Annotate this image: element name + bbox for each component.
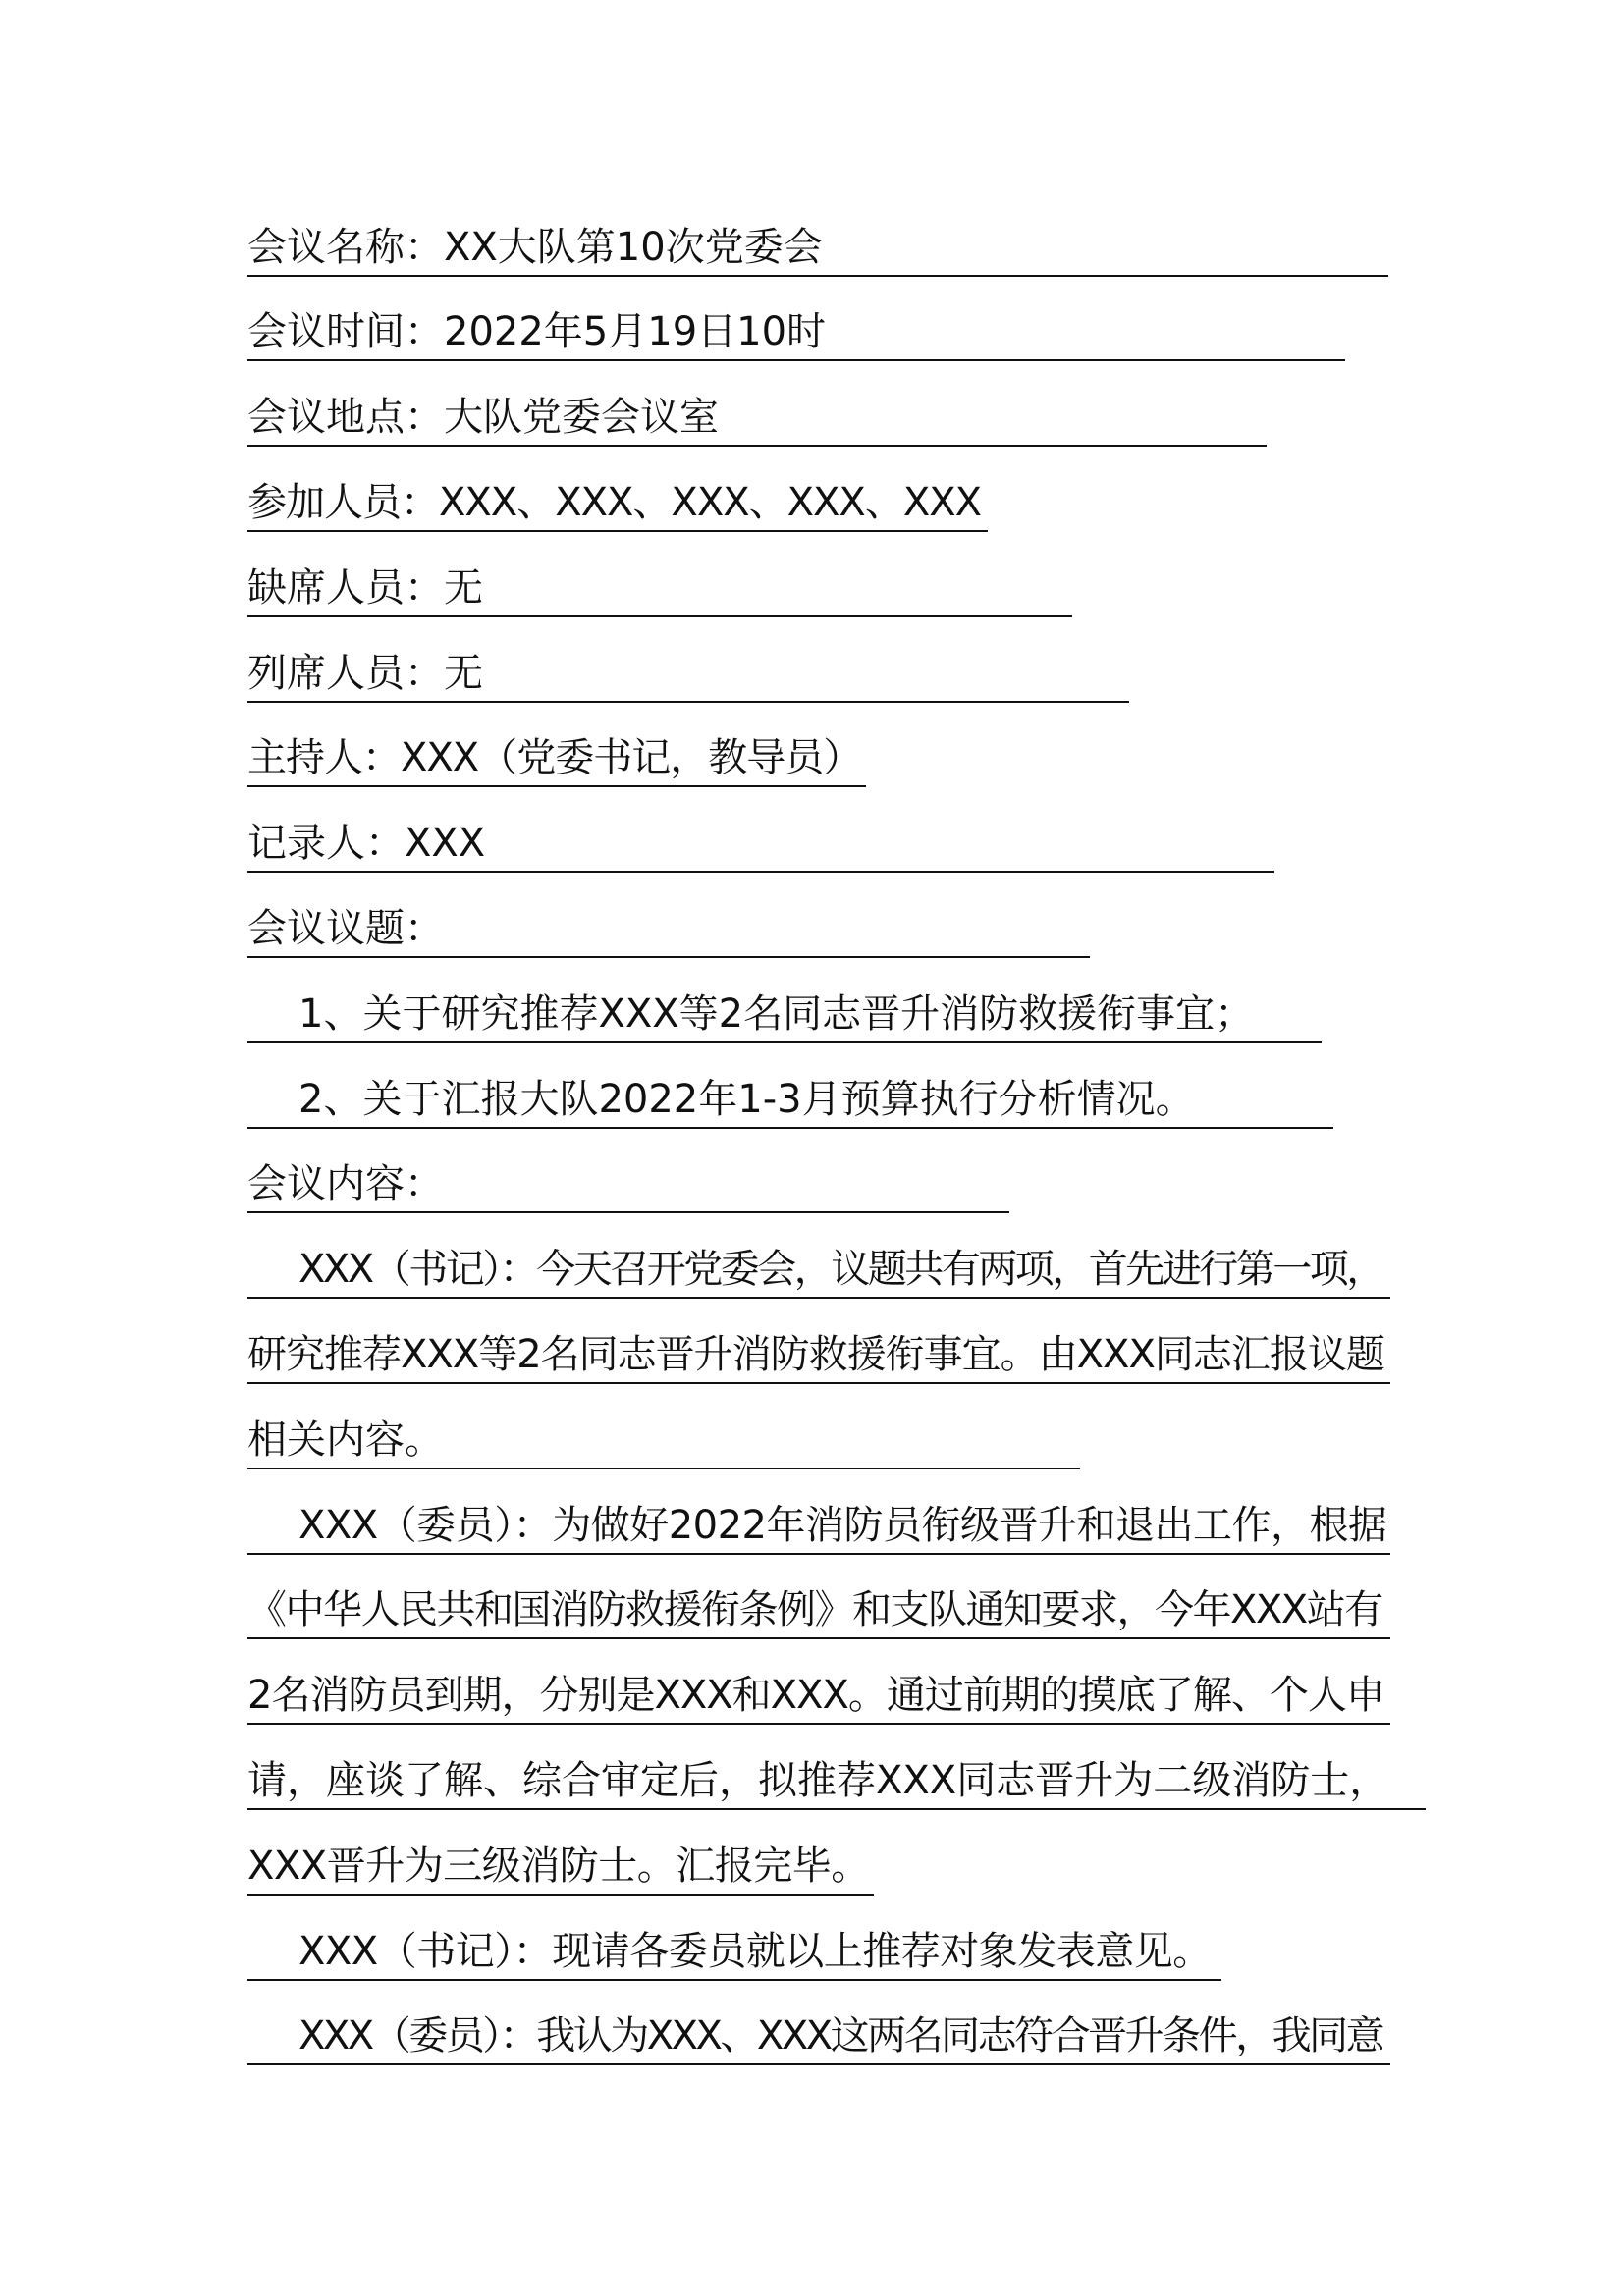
host-line: 主持人：XXX（党委书记，教导员） [247,728,866,787]
meeting-time-line: 会议时间：2022年5月19日10时 [247,302,1345,361]
content-line-1: XXX（书记）：今天召开党委会，议题共有两项，首先进行第一项， [247,1240,1390,1299]
agenda-item-1: 1、关于研究推荐XXX等2名同志晋升消防救援衔事宜； [247,985,1322,1043]
content-line-9: XXX（书记）：现请各委员就以上推荐对象发表意见。 [247,1922,1221,1981]
meeting-location-line: 会议地点：大队党委会议室 [247,388,1267,447]
content-line-4: XXX（委员）：为做好2022年消防员衔级晋升和退出工作，根据 [247,1496,1390,1555]
content-line-6: 2名消防员到期，分别是XXX和XXX。通过前期的摸底了解、个人申 [247,1666,1390,1725]
attendees-line: 参加人员：XXX、XXX、XXX、XXX、XXX [247,473,988,532]
content-heading: 会议内容： [247,1154,1009,1213]
agenda-heading: 会议议题： [247,899,1090,958]
content-line-8: XXX晋升为三级消防士。汇报完毕。 [247,1837,874,1896]
content-line-2: 研究推荐XXX等2名同志晋升消防救援衔事宜。由XXX同志汇报议题 [247,1325,1390,1384]
recorder-line: 记录人：XXX [247,814,1274,873]
absentees-line: 缺席人员：无 [247,559,1072,617]
content-line-5: 《中华人民共和国消防救援衔条例》和支队通知要求，今年XXX站有 [247,1580,1390,1639]
content-line-3: 相关内容。 [247,1411,1080,1469]
meeting-name-line: 会议名称：XX大队第10次党委会 [247,218,1388,277]
content-line-10: XXX（委员）：我认为XXX、XXX这两名同志符合晋升条件，我同意 [247,2006,1390,2065]
observers-line: 列席人员：无 [247,644,1129,703]
agenda-item-2: 2、关于汇报大队2022年1-3月预算执行分析情况。 [247,1070,1333,1129]
content-line-7: 请，座谈了解、综合审定后，拟推荐XXX同志晋升为二级消防士， [247,1751,1426,1810]
